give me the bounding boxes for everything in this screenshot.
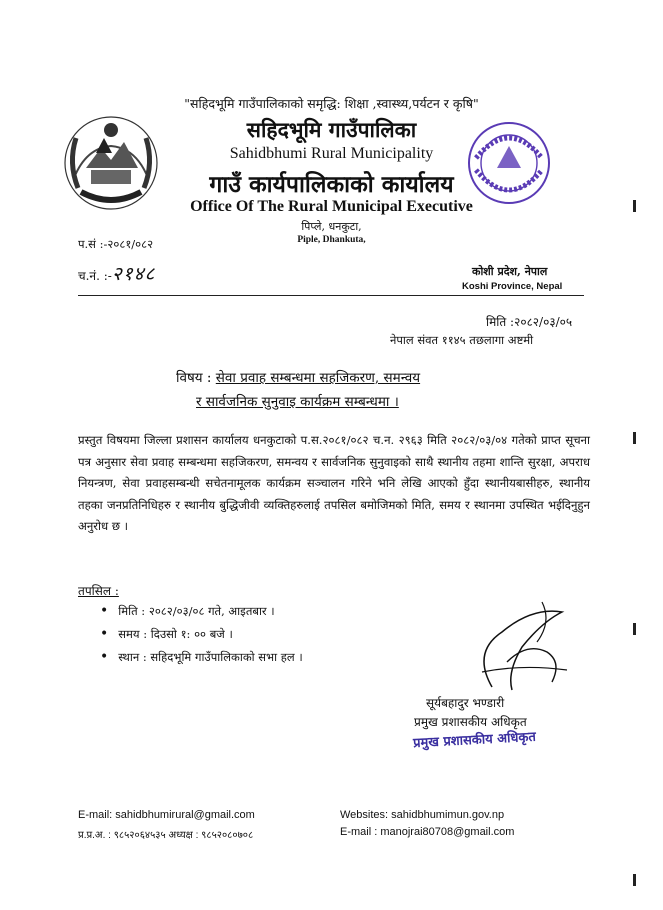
tapasil-list <box>100 600 303 669</box>
list-item: • स्थान : सहिदभूमि गाउँपालिकाको सभा हल । <box>100 646 303 669</box>
footer-website <box>340 809 504 821</box>
municipality-name-np: सहिदभूमि गाउँपालिका <box>246 117 417 142</box>
official-title-stamp: प्रमुख प्रशासकीय अधिकृत <box>412 729 537 752</box>
reference-ps-label: प.सं :- <box>78 237 108 251</box>
nepal-samvat-date: नेपाल संवत ११४५ तछलागा अष्टमी <box>390 333 534 347</box>
footer-email-label: E-mail: <box>78 809 116 821</box>
footer-email-2-label: E-mail : <box>340 826 381 838</box>
tapasil-label: तपसिल : <box>78 584 119 598</box>
footer-phone: प्र.प्र.अ. : ९८५२०६४५३५ अध्यक्ष : ९८५२०८०७०८ <box>78 830 254 841</box>
reference-cn <box>78 260 155 286</box>
margin-mark <box>633 623 636 635</box>
subject-text-1: सेवा प्रवाह सम्बन्धमा सहजिकरण, समन्वय <box>215 370 421 386</box>
footer-email <box>78 809 255 821</box>
margin-mark <box>633 200 636 212</box>
reference-cn-value: २१४८ <box>111 263 156 285</box>
motto: "सहिदभूमि गाउँपालिकाको समृद्धि: शिक्षा ,स्वास्थ्य,पर्यटन र कृषि" <box>184 96 479 111</box>
header-divider <box>78 295 584 296</box>
address-en: Piple, Dhankuta, <box>297 235 366 245</box>
office-name-en: Office Of The Rural Municipal Executive <box>190 198 473 215</box>
footer-website-label: Websites: <box>340 809 392 821</box>
margin-mark <box>633 874 636 886</box>
reference-cn-label: च.नं. :- <box>78 269 112 283</box>
office-name-np: गाउँ कार्यपालिकाको कार्यालय <box>209 171 454 198</box>
letter-body: प्रस्तुत विषयमा जिल्ला प्रशासन कार्यालय धनकुटाको प.स.२०८१/०८२ च.न. २९६३ मिति २०८२/०३/०४ गतेको प्राप्त सूचना पत्र अनुसार सेवा प्रवाह सम्बन्धमा सहजिकरण, समन्वय र सार्वजनिक सुनुवाइको साथै स्थानीय तहमा शान्ति सुरक्षा, अपराध नियन्त्रण, सेवा प्रवाहसम्बन्धी सचेतनामूलक कार्यक्रम सञ्चालन गरिने भनि लेखि आएको हुँदा स्थानीयबासीहरु, स्थानीय तहका जनप्रतिनिधिहरु र स्थानीय बुद्धिजीवी व्यक्तिहरुलाई तपसिल बमोजिमको मिति, समय र स्थानमा उपस्थित भईदिनुहुन अनुरोध छ । <box>78 433 590 533</box>
footer-email-link[interactable]: sahidbhumirural@gmail.com <box>115 809 255 821</box>
signatory-title: प्रमुख प्रशासकीय अधिकृत <box>414 715 527 729</box>
province-np: कोशी प्रदेश, नेपाल <box>472 265 548 278</box>
footer-email-2-link[interactable]: manojrai80708@gmail.com <box>380 826 515 838</box>
reference-ps-value: २०८१/०८२ <box>107 237 154 251</box>
municipality-name-en: Sahidbhumi Rural Municipality <box>229 145 434 162</box>
address-np: पिप्ले, धनकुटा, <box>301 220 362 233</box>
reference-ps <box>78 237 153 252</box>
subject-label: विषय : <box>176 370 216 386</box>
list-item: • समय : दिउसो १: ०० बजे । <box>100 623 303 646</box>
letter-date: मिति :२०८२/०३/०५ <box>486 315 573 329</box>
list-item: • मिति : २०८२/०३/०८ गते, आइतबार । <box>100 600 303 623</box>
footer-website-link[interactable]: sahidbhumimun.gov.np <box>391 809 505 821</box>
footer-email-2 <box>340 826 514 838</box>
subject-line-1 <box>176 368 420 386</box>
margin-mark <box>633 432 636 444</box>
province-en: Koshi Province, Nepal <box>462 281 563 292</box>
signatory-name: सूर्यबहादुर भण्डारी <box>426 696 505 710</box>
handwritten-signature-icon <box>452 592 582 702</box>
subject-text-2: र सार्वजनिक सुनुवाइ कार्यक्रम सम्बन्धमा । <box>196 394 399 410</box>
